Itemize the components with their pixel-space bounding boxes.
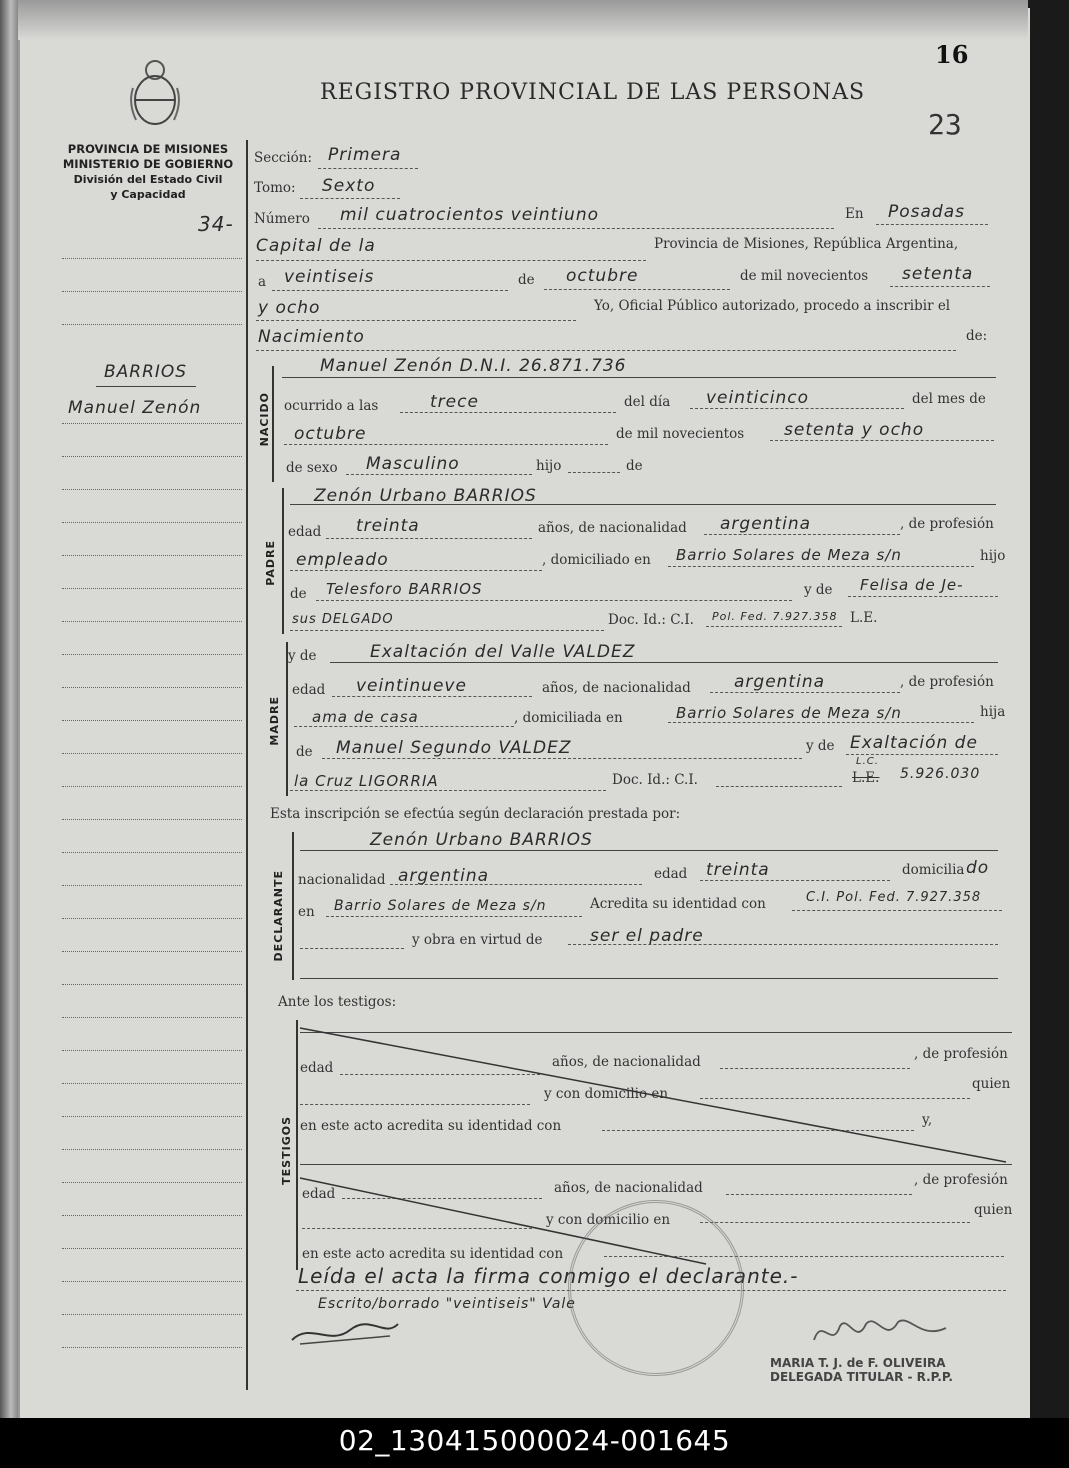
testigo1-quien-label: quien: [972, 1076, 1011, 1092]
officer-stamp: [770, 1356, 953, 1384]
mes-line: [544, 289, 730, 290]
numero-value: mil cuatrocientos veintiuno: [340, 205, 599, 225]
margin-rule: [62, 720, 242, 721]
de-colon: de:: [966, 328, 988, 344]
margin-underline: [96, 386, 196, 387]
issuing-authority: [58, 142, 238, 202]
margin-rule: [62, 1116, 242, 1117]
dia-nac-line: [690, 408, 904, 409]
mother-full-name: Exaltación del Valle VALDEZ: [370, 642, 636, 662]
seccion-label: Sección:: [254, 150, 313, 166]
en-label: En: [845, 206, 864, 222]
form-left-border: [246, 140, 248, 1390]
declarante-blank-line: [300, 948, 404, 949]
de-mil-label: de mil novecientos: [740, 268, 869, 284]
margin-rule: [62, 1017, 242, 1018]
child-sex: Masculino: [366, 454, 460, 474]
margin-rule: [62, 1083, 242, 1084]
madre-dom-line: [668, 722, 974, 723]
birth-hour: trece: [430, 392, 479, 412]
maternal-grandfather: Manuel Segundo VALDEZ: [336, 738, 572, 758]
paternal-grandmother-1: Felisa de Je-: [860, 576, 964, 594]
de-mil-nac-label: de mil novecientos: [616, 426, 745, 442]
en-value: Posadas: [888, 202, 965, 222]
act-type: Nacimiento: [258, 327, 365, 347]
margin-rule: [62, 951, 242, 952]
a-label: a: [258, 274, 267, 290]
officer-signature: [810, 1310, 950, 1354]
oficial-text: Yo, Oficial Público autorizado, procedo a inscribir el: [594, 298, 951, 314]
margin-rule: [62, 1182, 242, 1183]
father-address: Barrio Solares de Meza s/n: [676, 546, 902, 564]
mother-id-number: 5.926.030: [900, 766, 981, 782]
father-nationality: argentina: [720, 514, 812, 534]
hijo-label: hijo: [536, 458, 562, 474]
margin-rule: [62, 1347, 242, 1348]
division-name: División del Estado Civil: [73, 173, 223, 186]
madre-y-de-label2: y de: [806, 738, 835, 754]
padre-madre-line: [848, 596, 998, 597]
margin-rule: [62, 1248, 242, 1249]
madre-profesion-label: , de profesión: [900, 674, 994, 690]
declarante-domicilia-suffix: do: [966, 858, 990, 878]
madre-madre-line: [846, 754, 998, 755]
margin-rule: [62, 918, 242, 919]
padre-doc-label: Doc. Id.: C.I.: [608, 612, 694, 628]
declarante-edad-label: edad: [654, 866, 688, 882]
birth-registration-day: veintiseis: [284, 267, 375, 287]
padre-hijo-label: hijo: [980, 548, 1006, 564]
declarant-address: Barrio Solares de Meza s/n: [334, 898, 547, 914]
madre-edad-label: edad: [292, 682, 326, 698]
mother-age: veintinueve: [356, 676, 467, 696]
officer-name: MARIA T. J. de F. OLIVEIRA: [770, 1356, 946, 1370]
testigos-intro: Ante los testigos:: [278, 994, 397, 1010]
padre-de-label: de: [290, 586, 307, 602]
margin-rule: [62, 621, 242, 622]
padre-le-label: L.E.: [850, 610, 878, 626]
padre-border: [282, 488, 284, 634]
margin-rule: [62, 984, 242, 985]
declarante-acredita-label: Acredita su identidad con: [590, 896, 766, 912]
coat-of-arms-icon: [128, 58, 182, 130]
folio-number: 16: [935, 40, 969, 69]
margin-given-names: Manuel Zenón: [68, 398, 202, 418]
declarante-top-line: [300, 850, 998, 851]
hijo-line: [568, 472, 620, 473]
margin-rule: [62, 687, 242, 688]
padre-top-line: [290, 504, 996, 505]
madre-le-label: L.E.: [852, 770, 880, 786]
testigo1-domicilio-label: y con domicilio en: [544, 1086, 669, 1102]
maternal-grandmother-1: Exaltación de: [850, 733, 978, 753]
margin-rule: [62, 1215, 242, 1216]
declarante-border: [292, 832, 294, 980]
margin-rule: [62, 1281, 242, 1282]
madre-madre2-line: [290, 790, 606, 791]
tomo-line: [300, 198, 400, 199]
padre-profesion-label: , de profesión: [900, 516, 994, 532]
acto-line: [256, 350, 956, 351]
madre-doc-label: Doc. Id.: C.I.: [612, 772, 698, 788]
provincia-text: Provincia de Misiones, República Argentina,: [654, 236, 959, 252]
margin-rule: [62, 852, 242, 853]
declarante-intro: Esta inscripción se efectúa según declaración prestada por:: [270, 806, 681, 822]
madre-hija-label: hija: [980, 704, 1006, 720]
declarante-nacionalidad-label: nacionalidad: [298, 872, 386, 888]
margin-rule: [62, 588, 242, 589]
madre-prof-line: [294, 726, 514, 727]
ocurrido-label: ocurrido a las: [284, 398, 379, 414]
en-line: [876, 224, 988, 225]
padre-madre2-line: [290, 630, 604, 631]
mother-occupation: ama de casa: [312, 708, 419, 726]
declarante-nac-line: [390, 884, 642, 885]
madre-y-de-label: y de: [288, 648, 317, 664]
margin-rule: [62, 885, 242, 886]
mes-nac-line: [284, 444, 608, 445]
margin-rule: [62, 423, 242, 424]
margin-rule: [62, 258, 242, 259]
anio-line: [890, 286, 990, 287]
testigo1-y-label: y,: [922, 1112, 933, 1128]
madre-top-line: [330, 662, 998, 663]
declarant-nationality: argentina: [398, 866, 490, 886]
padre-prof-line: [290, 570, 542, 571]
declarante-domicilia-label: domicilia: [902, 862, 965, 878]
declarante-edad-line: [700, 880, 890, 881]
declarant-age: treinta: [706, 860, 770, 880]
del-mes-label: del mes de: [912, 391, 986, 407]
officer-title: DELEGADA TITULAR - R.P.P.: [770, 1370, 953, 1384]
registration-year-2: y ocho: [258, 298, 321, 318]
document-title: REGISTRO PROVINCIAL DE LAS PERSONAS: [320, 80, 866, 105]
declarante-dom-line: [326, 916, 582, 917]
testigo2-profesion-label: , de profesión: [914, 1172, 1008, 1188]
seccion-line: [318, 168, 418, 169]
nacido-de-label: de: [626, 458, 643, 474]
ministry-name: MINISTERIO DE GOBIERNO: [62, 157, 234, 171]
division-name-2: y Capacidad: [110, 188, 186, 201]
margin-rule: [62, 555, 242, 556]
margin-rule: [62, 489, 242, 490]
testigo1-profesion-label: , de profesión: [914, 1046, 1008, 1062]
father-age: treinta: [356, 516, 420, 536]
declarante-obra-label: y obra en virtud de: [412, 932, 543, 948]
anio2-line: [256, 320, 576, 321]
paternal-grandfather: Telesforo BARRIOS: [326, 580, 483, 598]
province-name: PROVINCIA DE MISIONES: [67, 142, 229, 156]
madre-domicilio-label: , domiciliada en: [514, 710, 623, 726]
capital-line: [256, 260, 646, 261]
birth-month: octubre: [294, 424, 367, 444]
nacido-section-label: NACIDO: [258, 392, 271, 447]
madre-edad-line: [332, 696, 532, 697]
official-seal: [568, 1200, 744, 1376]
margin-annotation: 34-: [198, 212, 234, 236]
padre-padre-line: [316, 600, 792, 601]
testigo2-acredita-label: en este acto acredita su identidad con: [302, 1246, 564, 1262]
declarant-full-name: Zenón Urbano BARRIOS: [370, 830, 593, 850]
padre-edad-line: [326, 538, 532, 539]
padre-y-de-label: y de: [804, 582, 833, 598]
testigo2-edad-label: edad: [302, 1186, 336, 1202]
madre-section-label: MADRE: [268, 696, 281, 746]
padre-dom-line: [668, 566, 974, 567]
image-caption: 02_130415000024-001645: [0, 1418, 1069, 1468]
testigo2-nacionalidad-label: años, de nacionalidad: [554, 1180, 703, 1196]
de-label: de: [518, 272, 535, 288]
margin-rule: [62, 522, 242, 523]
hora-line: [400, 412, 616, 413]
testigo1-nacionalidad-label: años, de nacionalidad: [552, 1054, 701, 1070]
testigo2-domicilio-label: y con domicilio en: [546, 1212, 671, 1228]
madre-padre-line: [322, 758, 802, 759]
margin-rule: [62, 324, 242, 325]
maternal-grandmother-2: la Cruz LIGORRIA: [294, 772, 439, 790]
margin-rule: [62, 819, 242, 820]
child-full-name: Manuel Zenón D.N.I. 26.871.736: [320, 356, 627, 376]
madre-doc-line: [716, 786, 842, 787]
mother-nationality: argentina: [734, 672, 826, 692]
margin-rule: [62, 786, 242, 787]
declarant-signature: [290, 1318, 400, 1348]
closing-statement: Leída el acta la firma conmigo el declarante.-: [298, 1264, 799, 1288]
seccion-value: Primera: [328, 145, 402, 165]
margin-rule: [62, 1149, 242, 1150]
dia-line: [272, 290, 508, 291]
declarante-bottom-line: [300, 978, 998, 979]
declarante-acr-line: [792, 910, 1002, 911]
madre-nac-line: [710, 692, 900, 693]
page-number: 23: [928, 108, 962, 141]
madre-nacionalidad-label: años, de nacionalidad: [542, 680, 691, 696]
declarante-en-label: en: [298, 904, 315, 920]
margin-rule: [62, 456, 242, 457]
madre-border: [286, 642, 288, 796]
correction-note: Escrito/borrado "veintiseis" Vale: [318, 1296, 576, 1312]
father-id-number: Pol. Fed. 7.927.358: [712, 610, 838, 623]
father-occupation: empleado: [296, 550, 389, 570]
book-binding: [0, 0, 18, 1418]
father-full-name: Zenón Urbano BARRIOS: [314, 486, 537, 506]
madre-de-label: de: [296, 744, 313, 760]
declarante-section-label: DECLARANTE: [272, 870, 285, 962]
tomo-label: Tomo:: [254, 180, 296, 196]
testigos-section-label: TESTIGOS: [280, 1116, 293, 1185]
page-top-edge: [18, 0, 1028, 40]
margin-rule: [62, 753, 242, 754]
madre-lc-label: L.C.: [856, 756, 879, 767]
paternal-grandmother-2: sus DELGADO: [292, 612, 394, 627]
numero-line: [318, 228, 834, 229]
nacido-top-line: [282, 377, 996, 378]
tomo-value: Sexto: [322, 176, 376, 196]
birth-day: veinticinco: [706, 388, 809, 408]
declarant-id: C.I. Pol. Fed. 7.927.358: [806, 890, 982, 905]
nacido-border: [272, 366, 274, 482]
numero-label: Número: [254, 211, 310, 227]
mother-address: Barrio Solares de Meza s/n: [676, 704, 902, 722]
registration-year-1: setenta: [902, 264, 974, 284]
anio-nac-line: [770, 440, 994, 441]
capital-value: Capital de la: [256, 236, 376, 256]
testigo1-acredita-label: en este acto acredita su identidad con: [300, 1118, 562, 1134]
padre-domicilio-label: , domiciliado en: [542, 552, 651, 568]
padre-section-label: PADRE: [264, 540, 277, 586]
margin-rule: [62, 291, 242, 292]
testigo2-quien-label: quien: [974, 1202, 1013, 1218]
registration-month: octubre: [566, 266, 639, 286]
margin-rule: [62, 1314, 242, 1315]
del-dia-label: del día: [624, 394, 671, 410]
margin-rule: [62, 654, 242, 655]
padre-nacionalidad-label: años, de nacionalidad: [538, 520, 687, 536]
declarant-capacity: ser el padre: [590, 926, 704, 946]
padre-nac-line: [704, 534, 900, 535]
padre-edad-label: edad: [288, 524, 322, 540]
birth-year: setenta y ocho: [784, 420, 925, 440]
padre-doc-line: [706, 626, 842, 627]
sexo-line: [346, 474, 532, 475]
margin-surname: BARRIOS: [104, 362, 188, 382]
de-sexo-label: de sexo: [286, 460, 338, 476]
declarante-obra-line: [568, 944, 998, 945]
testigo1-edad-label: edad: [300, 1060, 334, 1076]
margin-rule: [62, 1050, 242, 1051]
